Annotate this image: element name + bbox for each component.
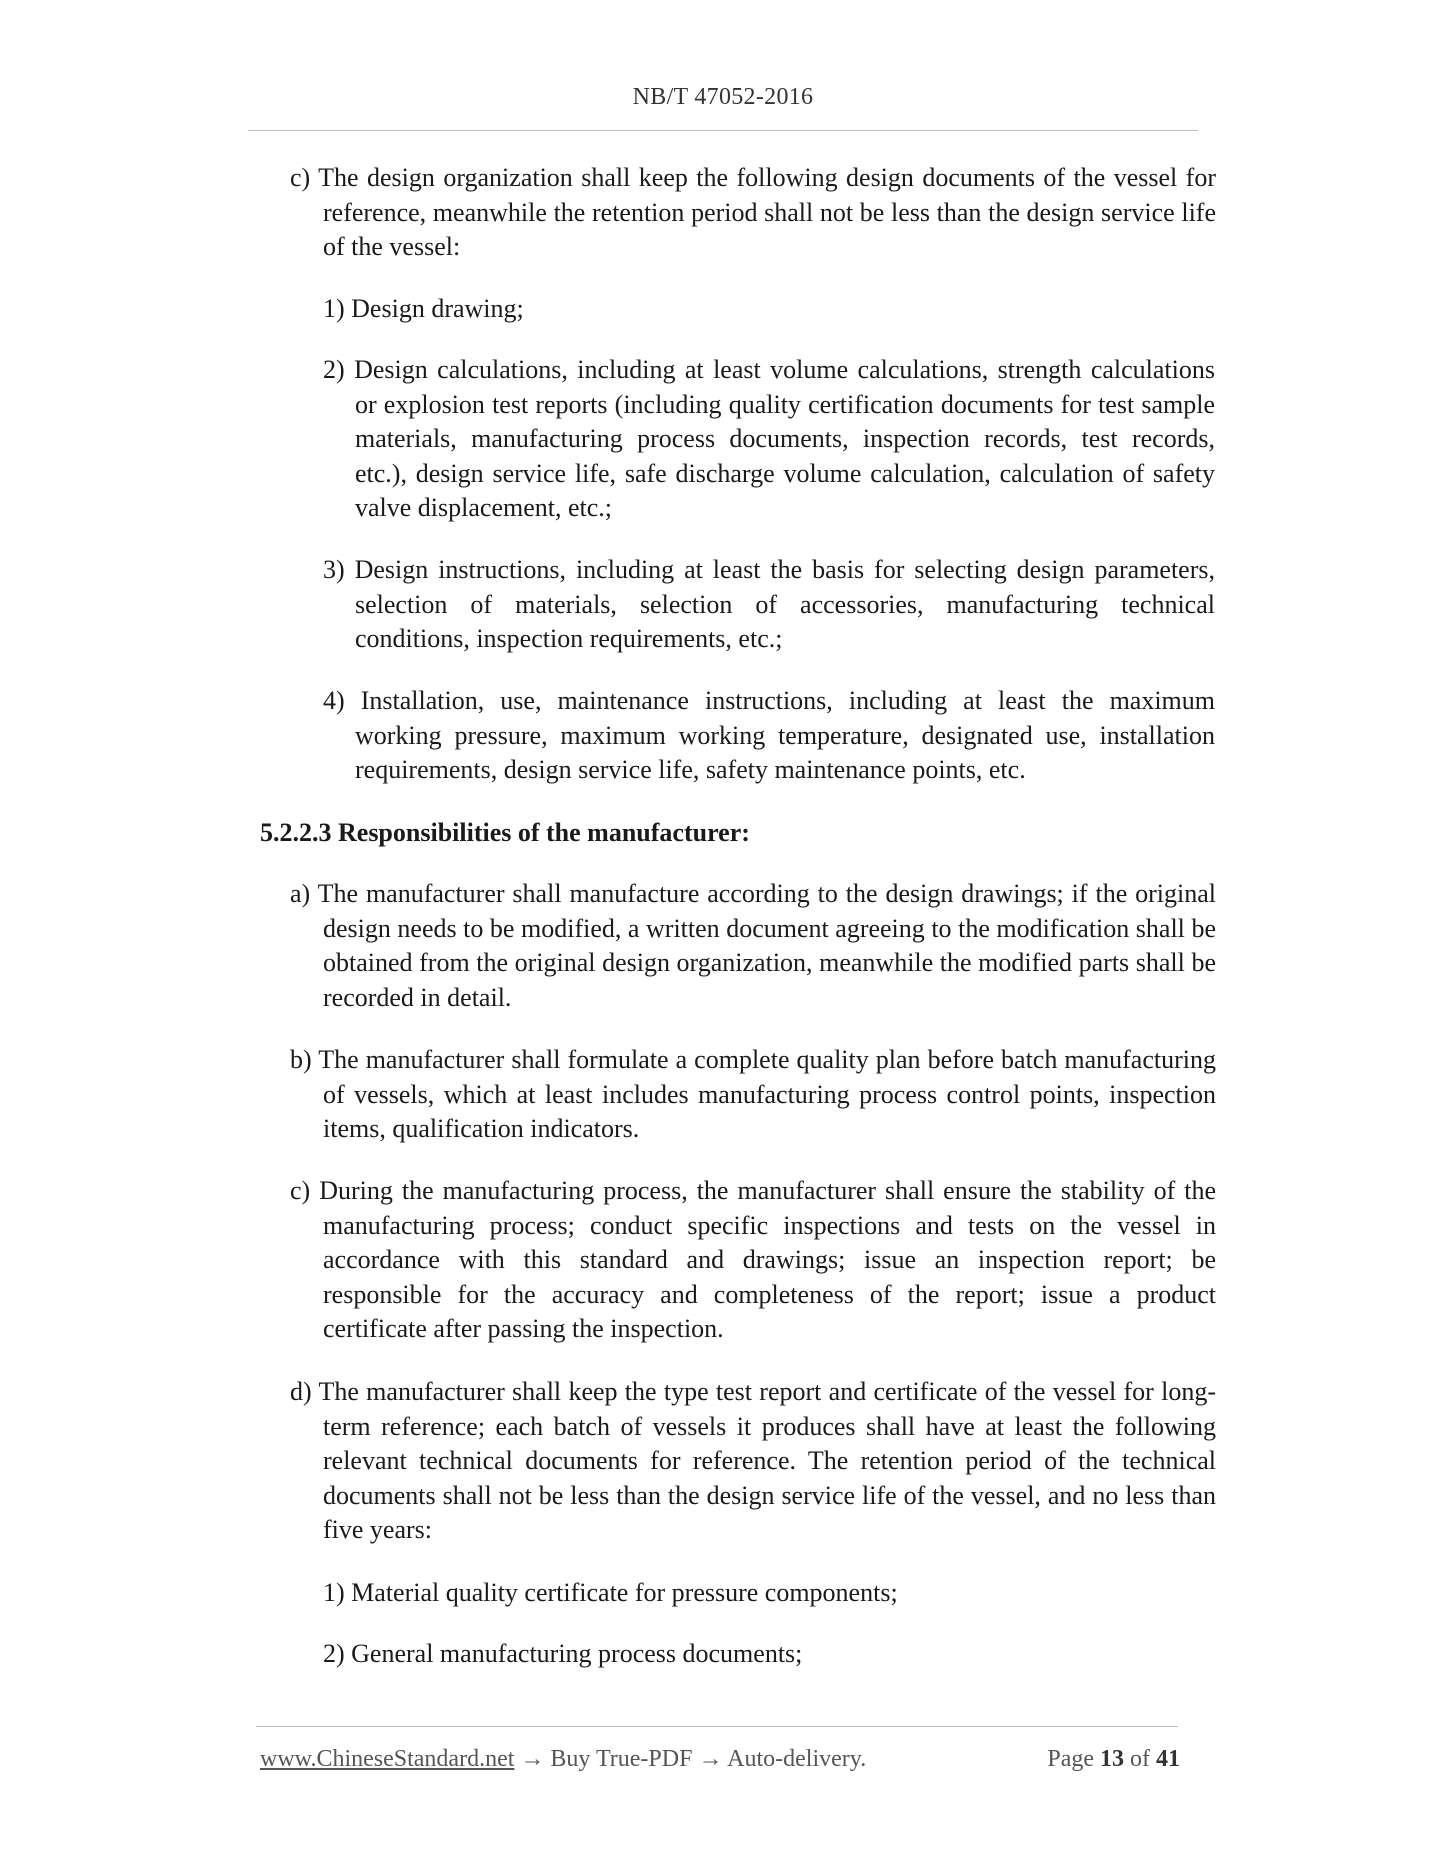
site-link[interactable]: www.ChineseStandard.net: [260, 1746, 515, 1772]
design-doc-item-2: 2) Design calculations, including at least volume calculations, strength calculations or explosion test reports (including quality certification documents for test sample materials, manufacturing process documents, inspection records, test records, etc.), design service life, safe discharge volume calculation, calculation of safety valve displacement, etc.;: [323, 355, 1215, 522]
tech-doc-item-1: 1) Material quality certificate for pressure components;: [323, 1578, 898, 1607]
manufacturer-item-c: c) During the manufacturing process, the manufacturer shall ensure the stability of the manufacturing process; conduct specific inspections and tests on the vessel in accordance with this standard and drawings; issue an inspection report; be responsible for the accuracy and completeness of the report; issue a product certificate after passing the inspection.: [290, 1176, 1216, 1343]
design-doc-item-3: 3) Design instructions, including at least the basis for selecting design parameters, selection of materials, selection of accessories, manufacturing technical conditions, inspection requirements, etc.;: [323, 555, 1215, 653]
tech-doc-item-2: 2) General manufacturing process documents;: [323, 1639, 803, 1668]
manufacturer-item-a: a) The manufacturer shall manufacture according to the design drawings; if the original design needs to be modified, a written document agreeing to the modification shall be obtained from the original design organization, meanwhile the modified parts shall be recorded in detail.: [290, 879, 1216, 1012]
page-footer: [260, 1746, 1180, 1780]
footer-divider: [256, 1726, 1178, 1727]
manufacturer-item-b: b) The manufacturer shall formulate a complete quality plan before batch manufacturing of vessels, which at least includes manufacturing process control points, inspection items, qualification indicators.: [290, 1045, 1216, 1143]
footer-promo: [260, 1746, 866, 1773]
page-label: Page: [1047, 1746, 1094, 1772]
section-heading: 5.2.2.3 Responsibilities of the manufacturer:: [260, 818, 750, 847]
arrow-right-icon: →: [520, 1746, 545, 1772]
header-divider: [248, 130, 1198, 131]
page-indicator: [1047, 1746, 1180, 1773]
design-doc-item-4: 4) Installation, use, maintenance instructions, including at least the maximum working pressure, maximum working temperature, designated use, installation requirements, design service life, safety maintenance points, etc.: [323, 686, 1215, 784]
design-doc-item-1: 1) Design drawing;: [323, 294, 524, 323]
document-header: NB/T 47052-2016: [632, 84, 814, 110]
buy-pdf-text: Buy True-PDF: [550, 1746, 693, 1772]
auto-delivery-text: Auto-delivery.: [727, 1746, 867, 1772]
manufacturer-item-d: d) The manufacturer shall keep the type test report and certificate of the vessel for long-term reference; each batch of vessels it produces shall have at least the following relevant technical documents for reference. The retention period of the technical documents shall not be less than the design service life of the vessel, and no less than five years:: [290, 1377, 1216, 1544]
arrow-right-icon: →: [698, 1746, 723, 1772]
total-pages: 41: [1156, 1746, 1180, 1772]
page-number: 13: [1100, 1746, 1124, 1772]
of-label: of: [1130, 1746, 1150, 1772]
design-org-item-c: c) The design organization shall keep the following design documents of the vessel for reference, meanwhile the retention period shall not be less than the design service life of the vessel:: [290, 163, 1216, 261]
